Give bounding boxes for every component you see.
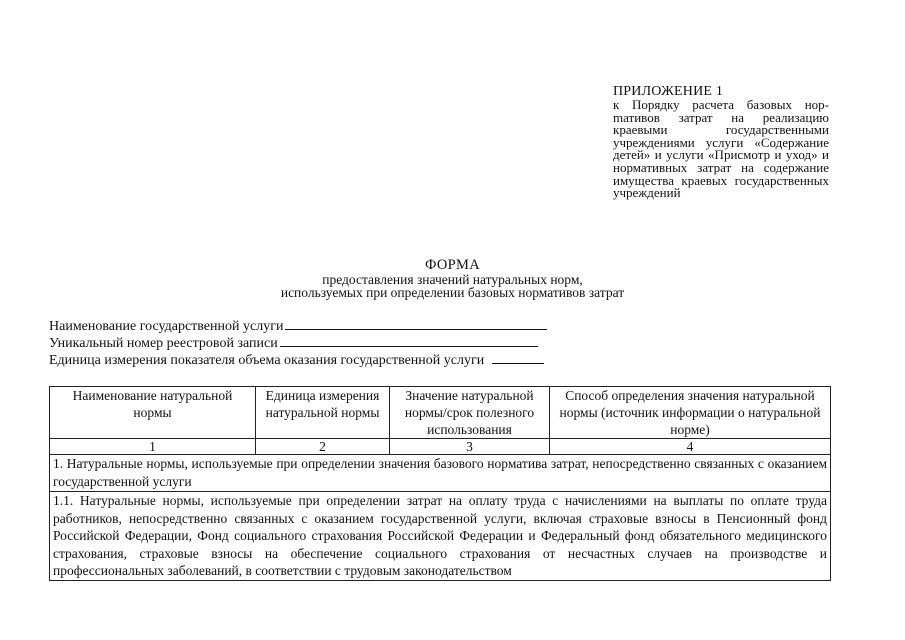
column-number-4: 4 (550, 439, 831, 455)
column-number-1: 1 (50, 439, 256, 455)
service-name-row (49, 318, 547, 335)
section-1-1-text: 1.1. Натуральные нормы, используемые при определении затрат на оплату труда с начислениями на выплаты по оплате труда работников, непосредственно связанных с оказанием государственной услуги, включая страховые взносы в Пенсионный фонд Российской Федерации, Фонд социального страхования Российской Федерации и Федеральный фонд обязательного медицинского страхования, страховые взносы на обеспечение социального страхования от несчастных случаев на производстве и профессиональных заболеваний, в соответствии с трудовым законодательством (50, 492, 831, 581)
form-subtitle-line-2: используемых при определении базовых нормативов затрат (280, 285, 625, 300)
header-method: Способ определения значения натуральной нормы (источник информации о натуральной норме) (550, 387, 831, 439)
column-number-2: 2 (256, 439, 390, 455)
section-1-row (50, 455, 831, 492)
service-name-blank[interactable] (285, 318, 547, 330)
natural-norms-table (49, 386, 831, 581)
unit-row (49, 352, 547, 369)
header-unit: Единица измерения натуральной нормы (256, 387, 390, 439)
table-header-row (50, 387, 831, 439)
appendix-title: ПРИЛОЖЕНИЕ 1 (613, 84, 724, 99)
appendix-text: к Порядку расчета базовых норmативов затрат на реализацию краевыми государственными учреждениями услуги «Содержание детей» и услуги «Присмотр и уход» и нормативных затрат на содержание имущества краевых государственных учреждений (613, 97, 829, 201)
column-number-row (50, 439, 831, 455)
registry-number-label: Уникальный номер реестровой записи (49, 336, 278, 351)
appendix-block (613, 84, 829, 200)
registry-number-row (49, 335, 547, 352)
unit-label: Единица измерения показателя объема оказания государственной услуги (49, 353, 485, 368)
header-norm-name: Наименование натуральной нормы (50, 387, 256, 439)
service-name-label: Наименование государственной услуги (49, 319, 284, 334)
form-heading (0, 258, 905, 299)
section-1-1-row (50, 492, 831, 581)
form-title: ФОРМА (424, 257, 481, 273)
unit-blank[interactable] (492, 352, 544, 364)
form-subtitle-line-1: предоставления значений натуральных норм, (322, 272, 583, 287)
column-number-3: 3 (390, 439, 550, 455)
registry-number-blank[interactable] (280, 335, 538, 347)
form-fields (49, 318, 547, 369)
header-value: Значение натуральной нормы/срок полезного использования (390, 387, 550, 439)
section-1-text: 1. Натуральные нормы, используемые при определении значения базового норматива затрат, непосредственно связанных с оказанием государственной услуги (50, 455, 831, 492)
